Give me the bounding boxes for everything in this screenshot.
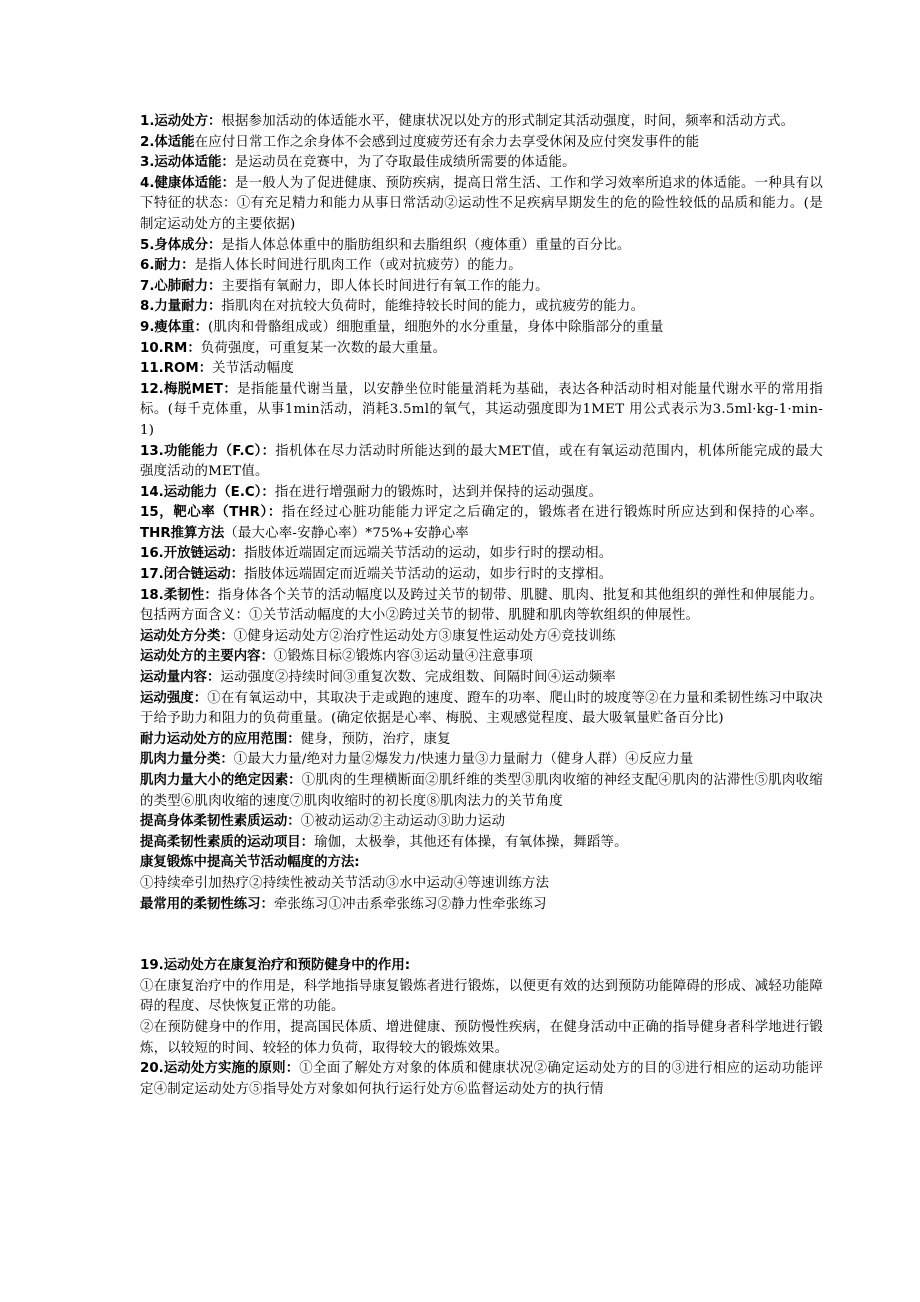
paragraph-heading: 15，靶心率（THR）： — [140, 505, 282, 521]
paragraph — [140, 483, 823, 504]
paragraph-heading: 20.运动处方实施的原则： — [140, 1061, 300, 1077]
paragraph-heading: 12.梅脱MET： — [140, 381, 238, 397]
paragraph — [140, 318, 823, 339]
paragraph — [140, 339, 823, 360]
paragraph — [140, 359, 823, 380]
paragraph-text: 指身体各个关节的活动幅度以及跨过关节的韧带、肌腱、肌肉、批复和其他组织的弹性和伸展能力。包括两方面含义：①关节活动幅度的大小②跨过关节的韧带、肌腱和肌肉等软组织的伸展性。 — [140, 587, 823, 624]
paragraph — [140, 668, 823, 689]
paragraph — [140, 565, 823, 586]
paragraph-text: 是指人体总体重中的脂肪组织和去脂组织（瘦体重）重量的百分比。 — [221, 237, 631, 253]
paragraph-heading: 7.心肺耐力： — [140, 278, 222, 294]
paragraph-heading: 5.身体成分： — [140, 237, 222, 253]
paragraph — [140, 895, 823, 916]
paragraph — [140, 297, 823, 318]
paragraph — [140, 689, 823, 730]
paragraph-text: ①健身运动处方②治疗性运动处方③康复性运动处方④竞技训练 — [233, 628, 616, 644]
paragraph-text: ①最大力量/绝对力量②爆发力/快速力量③力量耐力（健身人群）④反应力量 — [233, 752, 694, 768]
paragraph-text: 主要指有氧耐力，即人体长时间进行有氧工作的能力。 — [221, 278, 549, 294]
paragraph — [140, 956, 823, 977]
paragraph-text: 是运动员在竞赛中，为了夺取最佳成绩所需要的体适能。 — [234, 155, 576, 171]
paragraph — [140, 442, 823, 483]
paragraph — [140, 771, 823, 812]
paragraph — [140, 750, 823, 771]
paragraph-text: 指机体在尽力活动时所能达到的最大MET值，或在有氧运动范围内，机体所能完成的最大强度活动的MET值。 — [140, 443, 823, 480]
paragraph-heading: 肌肉力量大小的绝定因素： — [140, 773, 302, 788]
paragraph-text: 指肢体近端固定而远端关节活动的运动，如步行时的摆动相。 — [244, 546, 613, 562]
paragraph-text: 指在进行增强耐力的锻炼时，达到并保持的运动强度。 — [274, 484, 603, 500]
paragraph — [140, 1018, 823, 1059]
paragraph-heading: 运动强度： — [140, 690, 208, 706]
paragraph-text: 根据参加活动的体适能水平，健康状况以处方的形式制定其活动强度，时间，频率和活动方式。 — [221, 114, 795, 129]
paragraph — [140, 236, 823, 257]
paragraph-heading: 19.运动处方在康复治疗和预防健身中的作用: — [140, 958, 411, 974]
paragraph-heading: 运动处方分类： — [140, 628, 234, 644]
paragraph-subheading: THR推算方法 — [140, 525, 225, 541]
paragraph-heading: 提高身体柔韧性素质运动： — [140, 814, 301, 830]
paragraph — [140, 503, 823, 544]
paragraph-text: ①肌肉的生理横断面②肌纤维的类型③肌肉收缩的神经支配④肌肉的沾滞性⑤肌肉收缩的类型⑥肌肉收缩的速度⑦肌肉收缩时的初长度⑧肌肉法力的关节角度 — [140, 773, 824, 809]
paragraph — [140, 380, 823, 442]
paragraph-text: 是指能量代谢当量，以安静坐位时能量消耗为基础，表达各种活动时相对能量代谢水平的常用指标。(每千克体重，从事1min活动，消耗3.5ml的氧气，其运动强度即为1MET 用公式表示为3.5ml·kg-1·min-1) — [140, 381, 824, 438]
paragraph — [140, 112, 823, 133]
paragraph-text: 是指人体长时间进行肌肉工作（或对抗疲劳）的能力。 — [194, 258, 522, 274]
paragraph-text: 瑜伽，太极拳，其他还有体操，有氧体操，舞蹈等。 — [314, 834, 628, 850]
paragraph-text: 是一般人为了促进健康、预防疾病，提高日常生活、工作和学习效率所追求的体适能。一种具有以下特征的状态：①有充足精力和能力从事日常活动②运动性不足疾病早期发生的危的险性较低的品质和能力。(是制定运动处方的主要依据) — [140, 175, 824, 232]
paragraph-text: (肌肉和骨骼组成或）细胞重量，细胞外的水分重量，身体中除脂部分的重量 — [207, 319, 664, 335]
paragraph-heading: 2.体适能 — [140, 134, 195, 150]
paragraph-text: 牵张练习①冲击系牵张练习②静力性牵张练习 — [273, 896, 547, 912]
paragraph-text: ②在预防健身中的作用，提高国民体质、增进健康、预防慢性疾病，在健身活动中正确的指导健身者科学地进行锻炼，以较短的时间、较轻的体力负荷，取得较大的锻炼效果。 — [140, 1019, 823, 1056]
paragraph-heading: 4.健康体适能： — [140, 175, 235, 191]
principles-section — [140, 956, 823, 1100]
paragraph — [140, 977, 823, 1018]
paragraph-heading: 8.力量耐力： — [140, 299, 222, 315]
definitions-section — [140, 112, 823, 915]
paragraph-heading: 10.RM： — [140, 340, 201, 356]
paragraph — [140, 133, 823, 154]
paragraph-text: ①在康复治疗中的作用是，科学地指导康复锻炼者进行锻炼，以便更有效的达到预防功能障碍的形成、减轻功能障碍的程度、尽快恢复正常的功能。 — [140, 978, 823, 1015]
paragraph-heading: 3.运动体适能： — [140, 155, 235, 171]
paragraph-text: ①持续牵引加热疗②持续性被动关节活动③水中运动④等速训练方法 — [140, 875, 550, 891]
paragraph-text: 指肢体远端固定而近端关节活动的运动，如步行时的支撑相。 — [244, 567, 613, 583]
paragraph — [140, 853, 823, 874]
paragraph-heading: 最常用的柔韧性练习： — [140, 896, 274, 912]
paragraph-heading: 耐力运动处方的应用范围： — [140, 731, 301, 747]
paragraph — [140, 174, 823, 236]
paragraph-heading: 肌肉力量分类： — [140, 752, 234, 768]
paragraph — [140, 277, 823, 298]
paragraph-heading: 运动量内容： — [140, 670, 221, 686]
paragraph-text: 健身，预防，治疗，康复 — [300, 731, 451, 747]
paragraph-text: 指肌肉在对抗较大负荷时，能维持较长时间的能力，或抗疲劳的能力。 — [221, 299, 645, 315]
paragraph — [140, 586, 823, 627]
paragraph-text: ①锻炼目标②锻炼内容③运动量④注意事项 — [273, 649, 534, 665]
paragraph-heading: 提高柔韧性素质的运动项目： — [140, 834, 315, 850]
paragraph — [140, 833, 823, 854]
paragraph-heading: 9.瘦体重： — [140, 319, 208, 335]
document-body — [140, 112, 823, 1100]
paragraph — [140, 647, 823, 668]
paragraph-text: 在应付日常工作之余身体不会感到过度疲劳还有余力去享受休闲及应付突发事件的能 — [194, 134, 700, 150]
paragraph-text: 指在经过心脏功能能力评定之后确定的，锻炼者在进行锻炼时所应达到和保持的心率。 — [281, 505, 824, 521]
paragraph — [140, 874, 823, 895]
paragraph — [140, 153, 823, 174]
paragraph-text: 负荷强度，可重复某一次数的最大重量。 — [200, 340, 447, 356]
paragraph-subtext: （最大心率-安静心率）*75%+安静心率 — [224, 525, 469, 541]
paragraph-heading: 运动处方的主要内容： — [140, 649, 274, 665]
paragraph-text: ①全面了解处方对象的体质和健康状况②确定运动处方的目的③进行相应的运动功能评定④制定运动处方⑤指导处方对象如何执行运行处方⑥监督运动处方的执行情 — [140, 1061, 823, 1097]
paragraph — [140, 256, 823, 277]
paragraph-heading: 康复锻炼中提高关节活动幅度的方法: — [140, 855, 360, 871]
paragraph-heading: 11.ROM： — [140, 361, 213, 377]
section-gap — [140, 915, 823, 956]
paragraph-heading: 16.开放链运动： — [140, 546, 245, 562]
paragraph — [140, 544, 823, 565]
paragraph-heading: 18.柔韧性： — [140, 587, 218, 603]
paragraph — [140, 627, 823, 648]
paragraph-heading: 14.运动能力（E.C）： — [140, 484, 275, 500]
paragraph-heading: 1.运动处方： — [140, 114, 222, 129]
paragraph-text: ①在有氧运动中，其取决于走或跑的速度、蹬车的功率、爬山时的坡度等②在力量和柔韧性练习中取决于给予助力和阻力的负荷重量。(确定依据是心率、梅脱、主观感觉程度、最大吸氧量贮备百分比) — [140, 690, 824, 727]
paragraph — [140, 812, 823, 833]
paragraph — [140, 730, 823, 751]
paragraph-heading: 17.闭合链运动： — [140, 567, 245, 583]
paragraph-text: 运动强度②持续时间③重复次数、完成组数、间隔时间④运动频率 — [220, 670, 616, 686]
paragraph-text: 关节活动幅度 — [212, 361, 294, 377]
paragraph — [140, 1059, 823, 1100]
paragraph-text: ①被动运动②主动运动③助力运动 — [300, 814, 506, 830]
paragraph-heading: 13.功能能力（F.C）： — [140, 443, 276, 459]
paragraph-heading: 6.耐力： — [140, 258, 195, 274]
